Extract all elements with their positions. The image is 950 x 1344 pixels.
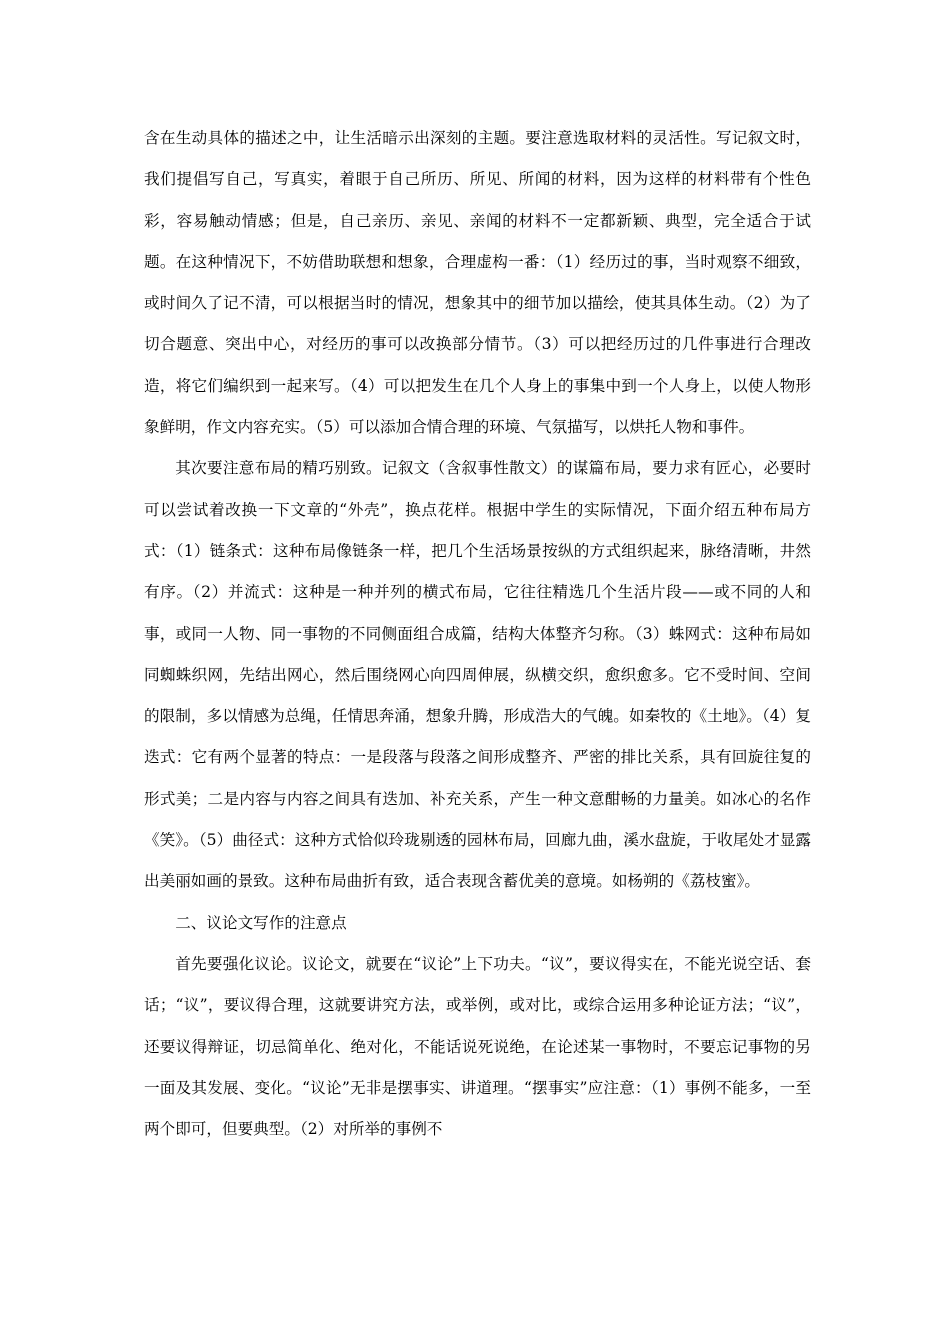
paragraph-layout-methods: 其次要注意布局的精巧别致。记叙文（含叙事性散文）的谋篇布局，要力求有匠心，必要时可以尝试着改换一下文章的“外壳”，换点花样。根据中学生的实际情况，下面介绍五种布局方式：（1）链条式：这种布局像链条一样，把几个生活场景按纵的方式组织起来，脉络清晰，井然有序。（2）并流式：这种是一种并列的横式布局，它往往精选几个生活片段——或不同的人和事，或同一人物、同一事物的不同侧面组合成篇，结构大体整齐匀称。（3）蛛网式：这种布局如同蜘蛛织网，先结出网心，然后围绕网心向四周伸展，纵横交织，愈织愈多。它不受时间、空间的限制，多以情感为总绳，任情思奔涌，想象升腾，形成浩大的气魄。如秦牧的《土地》。（4）复迭式：它有两个显著的特点：一是段落与段落之间形成整齐、严密的排比关系，具有回旋往复的形式美；二是内容与内容之间具有迭加、补充关系，产生一种文意酣畅的力量美。如冰心的名作《笑》。（5）曲径式：这种方式恰似玲珑剔透的园林布局，回廊九曲，溪水盘旋，于收尾处才显露出美丽如画的景致。这种布局曲折有致，适合表现含蓄优美的意境。如杨朔的《荔枝蜜》。 [144,459,811,891]
paragraph-material-selection: 含在生动具体的描述之中，让生活暗示出深刻的主题。要注意选取材料的灵活性。写记叙文时，我们提倡写自己，写真实，着眼于自己所历、所见、所闻的材料，因为这样的材料带有个性色彩，容易触动情感；但是，自己亲历、亲见、亲闻的材料不一定都新颖、典型，完全适合于试题。在这种情况下，不妨借助联想和想象，合理虚构一番：（1）经历过的事，当时观察不细致，或时间久了记不清，可以根据当时的情况，想象其中的细节加以描绘，使其具体生动。（2）为了切合题意、突出中心，对经历的事可以改换部分情节。（3）可以把经历过的几件事进行合理改造，将它们编织到一起来写。（4）可以把发生在几个人身上的事集中到一个人身上，以使人物形象鲜明，作文内容充实。（5）可以添加合情合理的环境、气氛描写，以烘托人物和事件。 [144,129,811,437]
paragraph-strengthen-argument: 首先要强化议论。议论文，就要在“议论”上下功夫。“议”，要议得实在，不能光说空话、套话；“议”，要议得合理，这就要讲究方法，或举例，或对比，或综合运用多种论证方法；“议”，还要议得辩证，切忌简单化、绝对化，不能话说死说绝，在论述某一事物时，不要忘记事物的另一面及其发展、变化。“议论”无非是摆事实、讲道理。“摆事实”应注意：（1）事例不能多，一至两个即可，但要典型。（2）对所举的事例不 [144,954,811,1139]
section-heading-argumentative-essay: 二、议论文写作的注意点 [175,913,347,932]
document-body [144,118,811,1150]
